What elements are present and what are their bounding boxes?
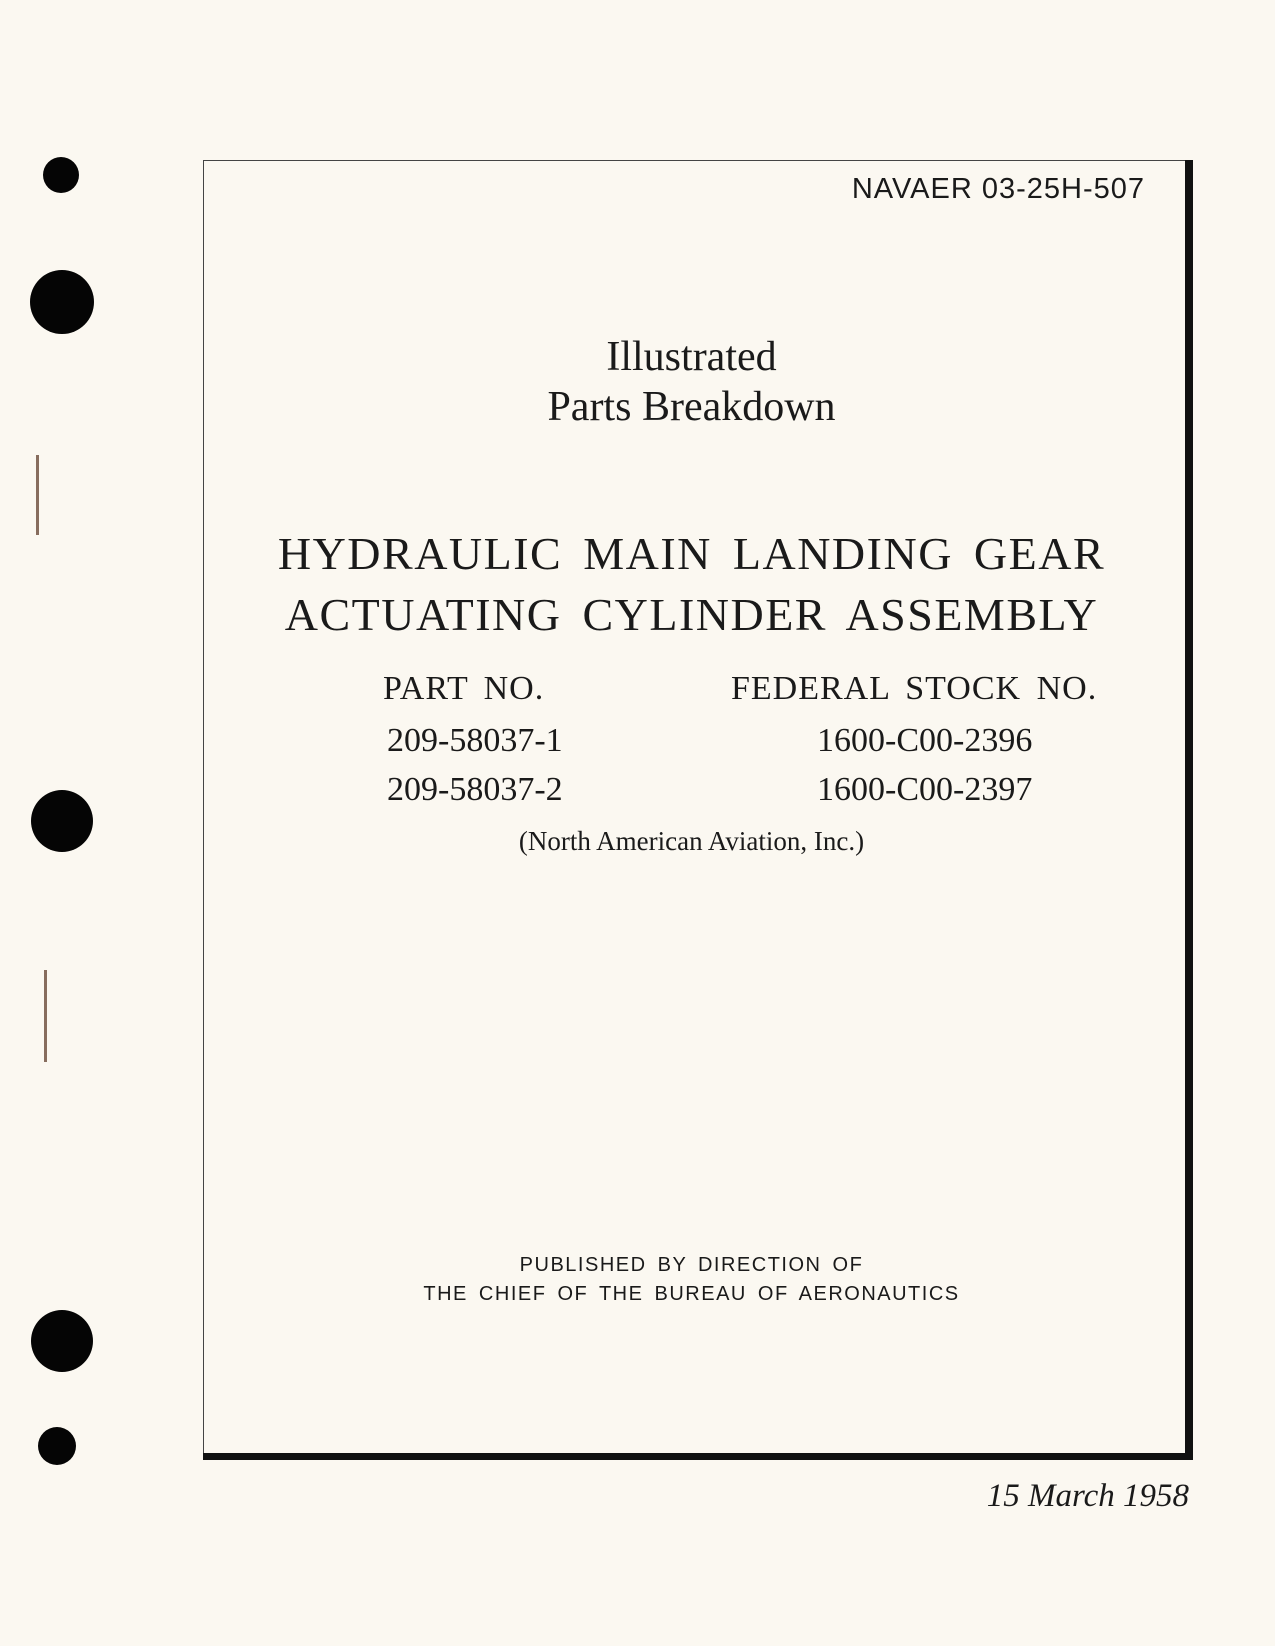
subtitle-line-1: Illustrated: [606, 334, 777, 380]
title-line-2: ACTUATING CYLINDER ASSEMBLY: [284, 589, 1099, 640]
publisher-line-2: THE CHIEF OF THE BUREAU OF AERONAUTICS: [423, 1283, 960, 1305]
punch-hole-2: [30, 270, 94, 334]
stock-number-2: 1600-C00-2397: [817, 771, 1033, 808]
frame-top-rule: [203, 160, 1193, 161]
binder-mark-1: [36, 455, 39, 535]
punch-hole-5: [38, 1427, 76, 1465]
part-number-2: 209-58037-2: [387, 771, 563, 808]
punch-hole-4: [31, 1310, 93, 1372]
title-line-1: HYDRAULIC MAIN LANDING GEAR: [277, 528, 1106, 579]
publisher-line-1: PUBLISHED BY DIRECTION OF: [519, 1254, 864, 1276]
document-number: NAVAER 03-25H-507: [851, 173, 1145, 205]
issue-date: 15 March 1958: [986, 1478, 1189, 1514]
punch-hole-1: [43, 157, 79, 193]
subtitle-line-2: Parts Breakdown: [547, 384, 836, 430]
part-number-header: PART NO.: [383, 670, 545, 707]
stock-number-1: 1600-C00-2396: [817, 722, 1033, 759]
stock-number-header: FEDERAL STOCK NO.: [731, 670, 1098, 707]
frame-bottom-rule: [203, 1453, 1193, 1460]
binder-mark-2: [44, 970, 47, 1062]
manufacturer: (North American Aviation, Inc.): [518, 826, 865, 856]
part-number-1: 209-58037-1: [387, 722, 563, 759]
